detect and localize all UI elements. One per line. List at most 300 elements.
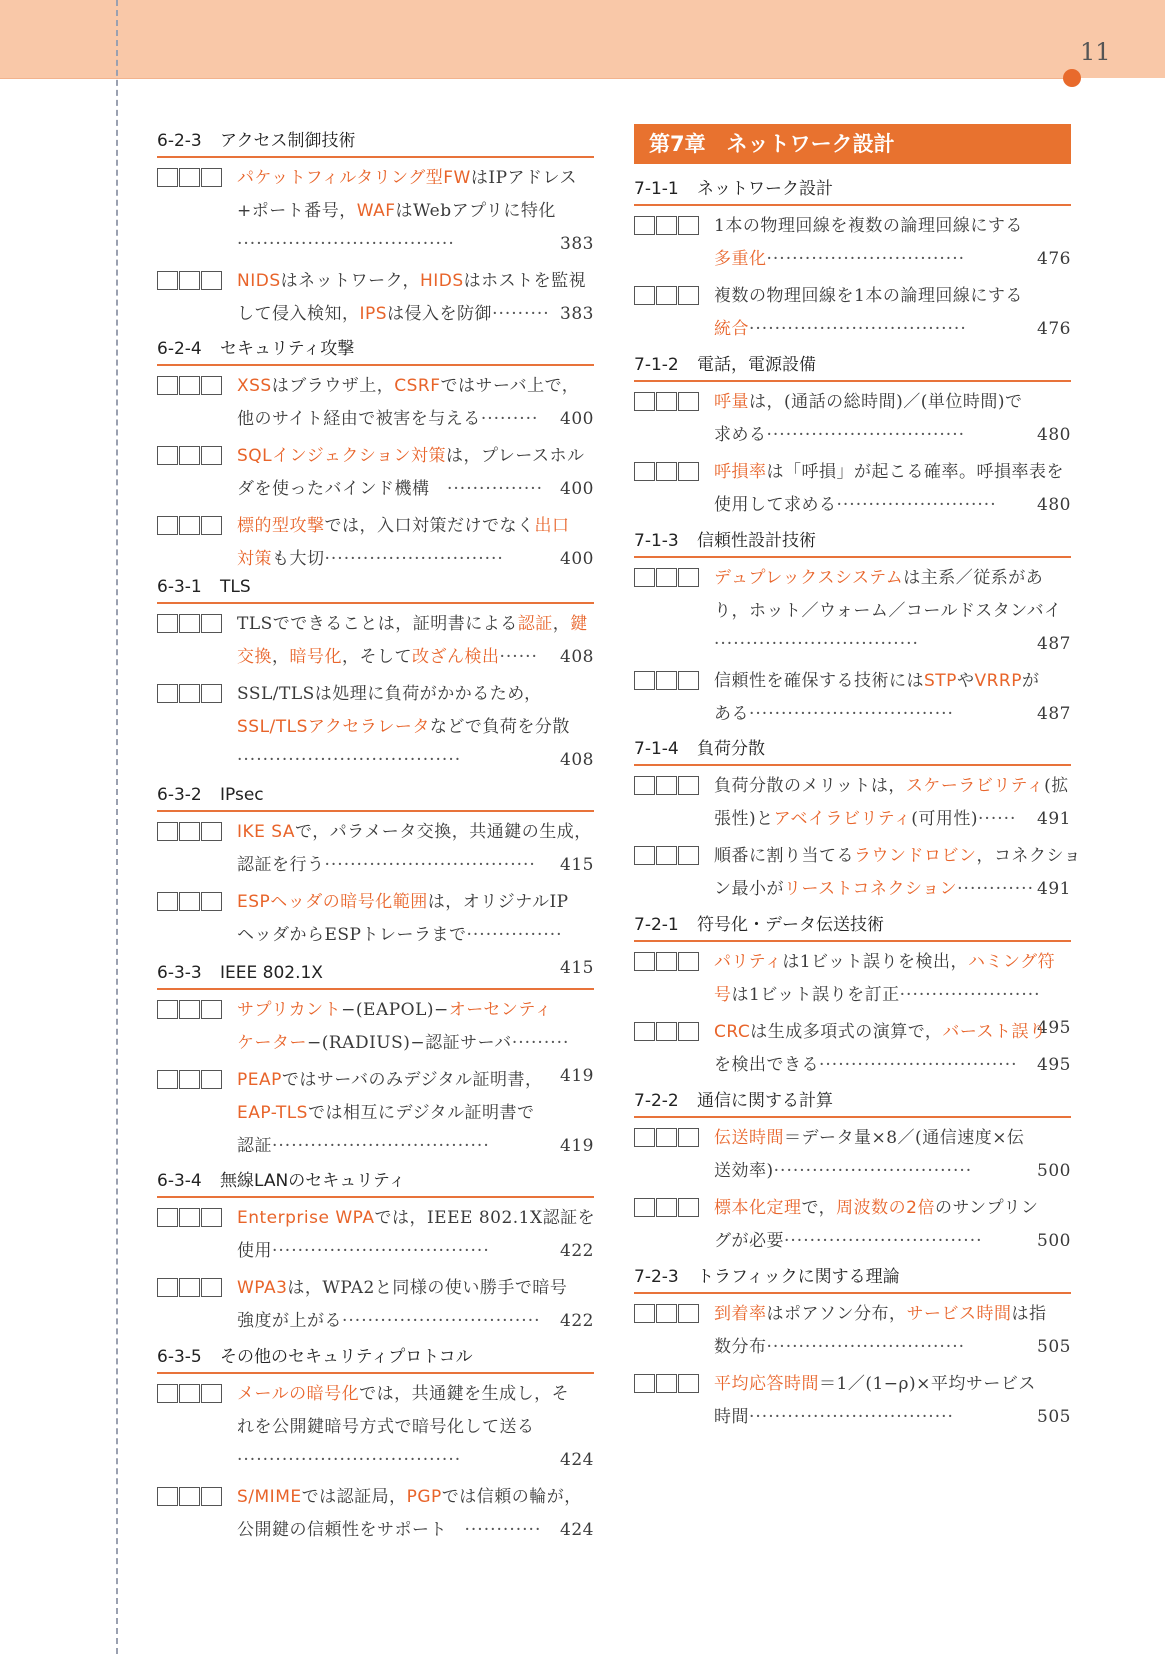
body-text: 張性)と (714, 809, 774, 829)
check-box-1[interactable] (634, 1198, 655, 1217)
section-heading (157, 1166, 594, 1198)
check-box-3[interactable] (678, 671, 699, 690)
body-text: 使用して求める (714, 495, 837, 515)
body-text: 認証を行う (237, 855, 325, 875)
check-box-2[interactable] (179, 684, 200, 703)
check-box-1[interactable] (634, 1304, 655, 1323)
section-7-2-3 (634, 1262, 1071, 1434)
page-reference: 495 (1037, 1055, 1071, 1075)
body-text: 数分布 (714, 1337, 767, 1357)
body-text: 公開鍵の信頼性をサポート (237, 1520, 465, 1540)
chapter-title: ネットワーク設計 (726, 132, 895, 156)
leader-dots: ···························· (324, 549, 504, 569)
body-text: ＝データ量×8／(通信速度×伝 (784, 1128, 1025, 1148)
check-box-1[interactable] (157, 271, 178, 290)
check-box-3[interactable] (678, 952, 699, 971)
check-box-1[interactable] (634, 952, 655, 971)
highlight-term: 認証 (517, 614, 553, 634)
checklist-item (157, 1481, 594, 1547)
text-line (237, 608, 594, 641)
highlight-term: ハミング符 (967, 952, 1056, 972)
highlight-term: ESPヘッダの暗号化範囲 (237, 892, 428, 912)
checkbox-group (157, 1487, 222, 1509)
body-text: ではサーバ上で， (440, 376, 580, 396)
leader-dots: ··································· (237, 750, 462, 770)
checkbox-group (634, 846, 699, 868)
section-6-2-4 (157, 334, 594, 576)
checklist-item (634, 1122, 1071, 1188)
section-6-2-3 (157, 126, 594, 331)
text-line (714, 1368, 1071, 1401)
body-text: では，入口対策だけでなく (324, 516, 535, 536)
check-box-2[interactable] (179, 446, 200, 465)
checkbox-group (634, 1304, 699, 1326)
section-title: TLS (220, 577, 251, 597)
text-line (237, 162, 594, 195)
highlight-term: SSL/TLSアクセラレータ (237, 717, 430, 737)
body-text: −(EAPOL)− (341, 1000, 449, 1020)
section-7-2-2 (634, 1086, 1071, 1258)
highlight-term: 呼損率 (714, 462, 767, 482)
header-band (0, 0, 1165, 78)
check-box-2[interactable] (179, 1000, 200, 1019)
highlight-term: Enterprise WPA (237, 1208, 375, 1228)
text-line (237, 195, 594, 228)
checklist-item (634, 1192, 1071, 1258)
section-6-3-3 (157, 958, 594, 1163)
page-reference: 505 (1037, 1407, 1071, 1427)
text-line (714, 1016, 1071, 1049)
section-title: 符号化・データ伝送技術 (697, 915, 884, 935)
text-line (714, 313, 1071, 346)
section-6-3-4 (157, 1166, 594, 1338)
page-reference: 495 (1037, 1018, 1071, 1038)
highlight-term: 多重化 (714, 249, 767, 269)
checkbox-group (634, 568, 699, 590)
body-text: は侵入を防御 (387, 304, 493, 324)
check-box-3[interactable] (201, 822, 222, 841)
text-line (237, 510, 594, 543)
body-text: 使用 (237, 1241, 272, 1261)
check-box-2[interactable] (179, 1278, 200, 1297)
text-line (237, 1514, 594, 1547)
body-text: も大切 (272, 549, 325, 569)
leader-dots: ······························· (766, 425, 966, 445)
body-text: は主系／従系があ (903, 568, 1044, 588)
text-line (714, 873, 1071, 906)
check-box-1[interactable] (634, 1128, 655, 1147)
text-line (237, 1444, 594, 1477)
check-box-2[interactable] (656, 671, 677, 690)
check-box-2[interactable] (656, 462, 677, 481)
leader-dots: ········· (480, 409, 539, 429)
text-line (237, 641, 594, 674)
leader-dots: ································· (324, 855, 536, 875)
checklist-item (157, 265, 594, 331)
check-box-3[interactable] (678, 1304, 699, 1323)
checklist-item (157, 1064, 594, 1163)
check-box-1[interactable] (634, 216, 655, 235)
check-box-3[interactable] (678, 776, 699, 795)
check-box-3[interactable] (201, 446, 222, 465)
check-box-3[interactable] (678, 1022, 699, 1041)
highlight-term: CSRF (394, 376, 441, 396)
leader-dots: ······························· (784, 1231, 983, 1251)
text-line (714, 456, 1071, 489)
highlight-term: パケットフィルタリング型FW (237, 168, 471, 188)
highlight-term: 平均応答時間 (714, 1374, 819, 1394)
checkbox-group (157, 376, 222, 398)
checkbox-group (157, 1208, 222, 1230)
highlight-term: XSS (237, 376, 272, 396)
body-text: はホストを監視 (463, 271, 587, 291)
body-text: は，オリジナルIP (427, 892, 569, 912)
check-box-3[interactable] (201, 614, 222, 633)
checkbox-group (157, 446, 222, 468)
check-box-2[interactable] (179, 168, 200, 187)
header-band-edge (0, 78, 1070, 79)
page-reference: 476 (1037, 249, 1071, 269)
section-number: 7-1-3 (634, 531, 679, 551)
section-heading (157, 958, 594, 990)
check-box-2[interactable] (656, 1304, 677, 1323)
check-box-1[interactable] (157, 614, 178, 633)
highlight-term: アベイラビリティ (773, 809, 912, 829)
check-box-2[interactable] (656, 1022, 677, 1041)
section-6-3-5 (157, 1342, 594, 1547)
body-text: などで負荷を分散 (429, 717, 570, 737)
check-box-2[interactable] (179, 1384, 200, 1403)
body-text: ， (552, 614, 571, 634)
highlight-term: STP (924, 671, 957, 691)
text-line (237, 1378, 594, 1411)
text-line (714, 770, 1071, 803)
check-box-1[interactable] (634, 776, 655, 795)
leader-dots: ······························· (819, 1055, 1018, 1075)
section-heading (634, 174, 1071, 206)
body-text: では，IEEE 802.1X認証を (374, 1208, 596, 1228)
check-box-3[interactable] (201, 684, 222, 703)
leader-dots: ········· (492, 304, 550, 324)
item-text (714, 1192, 1071, 1258)
check-box-2[interactable] (179, 1487, 200, 1506)
check-box-2[interactable] (656, 286, 677, 305)
text-line (714, 419, 1071, 452)
check-box-3[interactable] (678, 1128, 699, 1147)
check-box-3[interactable] (201, 271, 222, 290)
highlight-term: 標的型攻撃 (237, 516, 325, 536)
check-box-3[interactable] (201, 892, 222, 911)
check-box-1[interactable] (634, 462, 655, 481)
check-box-3[interactable] (678, 1374, 699, 1393)
check-box-2[interactable] (179, 271, 200, 290)
text-line (237, 1097, 594, 1130)
section-number: 7-1-4 (634, 739, 679, 759)
check-box-1[interactable] (634, 1022, 655, 1041)
check-box-2[interactable] (656, 776, 677, 795)
section-heading (634, 910, 1071, 942)
item-text (714, 1298, 1071, 1364)
highlight-term: 出口 (534, 516, 570, 536)
highlight-term: 標本化定理 (714, 1198, 802, 1218)
highlight-term: 周波数の2倍 (836, 1198, 935, 1218)
check-box-2[interactable] (656, 568, 677, 587)
body-text: り，ホット／ウォーム／コールドスタンバイ (714, 601, 1062, 621)
leader-dots: ··············· (447, 479, 544, 499)
check-box-1[interactable] (634, 1374, 655, 1393)
highlight-term: スケーラビリティ (905, 776, 1045, 796)
leader-dots: ······························· (342, 1311, 541, 1331)
highlight-term: 伝送時間 (714, 1128, 784, 1148)
checklist-item (157, 608, 594, 674)
leader-dots: ·································· (237, 234, 455, 254)
text-line (237, 228, 594, 261)
checkbox-group (157, 892, 222, 914)
check-box-2[interactable] (656, 952, 677, 971)
check-box-1[interactable] (634, 846, 655, 865)
section-number: 7-2-3 (634, 1267, 679, 1287)
check-box-2[interactable] (656, 392, 677, 411)
check-box-2[interactable] (656, 846, 677, 865)
check-box-3[interactable] (201, 168, 222, 187)
check-box-1[interactable] (157, 1070, 178, 1089)
leader-dots: ································ (749, 1407, 954, 1427)
body-text: 時間 (714, 1407, 749, 1427)
checkbox-group (634, 286, 699, 308)
section-7-2-1 (634, 910, 1071, 1082)
check-box-1[interactable] (634, 671, 655, 690)
checklist-item (634, 280, 1071, 346)
item-text (237, 370, 594, 436)
item-text (237, 1481, 594, 1547)
body-text: ダを使ったバインド機構 (237, 479, 447, 499)
body-text: 他のサイト経由で被害を与える (237, 409, 481, 429)
text-line (237, 298, 594, 331)
checkbox-group (157, 822, 222, 844)
page-reference: 419 (560, 1136, 594, 1156)
check-box-3[interactable] (201, 516, 222, 535)
section-number: 7-2-2 (634, 1091, 679, 1111)
text-line (714, 280, 1071, 313)
body-text: (拡 (1044, 776, 1069, 796)
check-box-1[interactable] (634, 392, 655, 411)
checklist-item (634, 770, 1071, 836)
check-box-3[interactable] (201, 1070, 222, 1089)
check-box-3[interactable] (678, 568, 699, 587)
body-text: や (956, 671, 975, 691)
item-text (237, 265, 594, 331)
highlight-term: バースト誤り (942, 1022, 1047, 1042)
body-text: 信頼性を確保する技術には (714, 671, 924, 691)
body-text: では認証局， (301, 1487, 407, 1507)
body-text: 複数の物理回線を1本の論理回線にする (714, 286, 1023, 306)
section-number: 6-3-5 (157, 1347, 202, 1367)
check-box-2[interactable] (656, 1198, 677, 1217)
body-text: れを公開鍵暗号方式で暗号化して送る (237, 1417, 535, 1437)
text-line (714, 840, 1082, 873)
section-7-1-4 (634, 734, 1082, 906)
text-line (237, 711, 594, 744)
check-box-3[interactable] (678, 462, 699, 481)
body-text: 1本の物理回線を複数の論理回線にする (714, 216, 1023, 236)
highlight-term: 統合 (714, 319, 749, 339)
page-reference: 415 (560, 855, 594, 875)
item-text (714, 840, 1082, 906)
text-line (714, 1155, 1071, 1188)
highlight-term: CRC (714, 1022, 751, 1042)
check-box-1[interactable] (157, 1208, 178, 1227)
section-number: 7-1-1 (634, 179, 679, 199)
item-text (237, 1064, 594, 1163)
body-text: TLSでできることは，証明書による (237, 614, 518, 634)
body-text: +ポート番号， (237, 201, 357, 221)
check-box-1[interactable] (157, 892, 178, 911)
check-box-2[interactable] (179, 516, 200, 535)
text-line (237, 370, 594, 403)
text-line (714, 595, 1071, 628)
check-box-2[interactable] (179, 1208, 200, 1227)
body-text: はIPアドレス (470, 168, 578, 188)
check-box-2[interactable] (179, 822, 200, 841)
section-6-3-1 (157, 572, 594, 777)
check-box-3[interactable] (201, 1208, 222, 1227)
check-box-2[interactable] (179, 614, 200, 633)
check-box-3[interactable] (678, 392, 699, 411)
check-box-3[interactable] (201, 1000, 222, 1019)
check-box-2[interactable] (656, 216, 677, 235)
section-heading (634, 526, 1071, 558)
highlight-term: VRRP (974, 671, 1022, 691)
check-box-3[interactable] (201, 1278, 222, 1297)
check-box-3[interactable] (678, 846, 699, 865)
section-6-3-2 (157, 780, 594, 985)
page-reference: 500 (1037, 1231, 1071, 1251)
check-box-2[interactable] (179, 376, 200, 395)
text-line (714, 489, 1071, 522)
section-heading (634, 1262, 1071, 1294)
checklist-item (634, 1368, 1071, 1434)
text-line (237, 994, 594, 1027)
body-text: はブラウザ上， (271, 376, 395, 396)
text-line (237, 1305, 594, 1338)
check-box-3[interactable] (678, 286, 699, 305)
section-number: 6-2-3 (157, 131, 202, 151)
check-box-1[interactable] (157, 376, 178, 395)
item-text (714, 562, 1071, 661)
text-line (237, 265, 594, 298)
check-box-3[interactable] (678, 216, 699, 235)
item-text (714, 770, 1071, 836)
check-box-3[interactable] (678, 1198, 699, 1217)
check-box-3[interactable] (201, 376, 222, 395)
page-reference: 422 (560, 1241, 594, 1261)
page-reference: 408 (560, 647, 594, 667)
check-box-1[interactable] (157, 1487, 178, 1506)
check-box-3[interactable] (201, 1487, 222, 1506)
body-text: は指 (1011, 1304, 1047, 1324)
page-reference: 487 (1037, 634, 1071, 654)
highlight-term: S/MIME (237, 1487, 302, 1507)
section-number: 6-2-4 (157, 339, 202, 359)
section-title: 無線LANのセキュリティ (220, 1171, 406, 1191)
leader-dots: ································ (749, 704, 954, 724)
checklist-item (634, 1016, 1071, 1082)
body-text: 送効率) (714, 1161, 774, 1181)
check-box-2[interactable] (656, 1128, 677, 1147)
check-box-1[interactable] (157, 1278, 178, 1297)
checklist-item (157, 1202, 594, 1268)
body-text: 求める (714, 425, 767, 445)
check-box-1[interactable] (157, 168, 178, 187)
section-number: 6-3-2 (157, 785, 202, 805)
item-text (237, 816, 594, 882)
check-box-2[interactable] (179, 1070, 200, 1089)
item-text (237, 510, 594, 576)
checkbox-group (634, 1128, 699, 1150)
check-box-2[interactable] (656, 1374, 677, 1393)
text-line (714, 628, 1071, 661)
body-text: して侵入検知， (237, 304, 360, 324)
text-line (714, 210, 1071, 243)
check-box-1[interactable] (157, 516, 178, 535)
section-7-1-2 (634, 350, 1071, 522)
body-text: ン最小が (714, 879, 784, 899)
checklist-item (157, 678, 594, 777)
item-text (714, 210, 1071, 276)
body-text: はポアソン分布， (766, 1304, 907, 1324)
page-reference: 400 (560, 409, 594, 429)
check-box-1[interactable] (157, 1384, 178, 1403)
highlight-term: WPA3 (237, 1278, 288, 1298)
body-text: は「呼損」が起こる確率。呼損率表を (766, 462, 1064, 482)
page-reference: 419 (560, 1066, 594, 1086)
page-reference: 480 (1037, 425, 1071, 445)
text-line (237, 886, 594, 919)
item-text (237, 1202, 594, 1268)
page-reference: 480 (1037, 495, 1071, 515)
body-text: 認証 (237, 1136, 272, 1156)
body-text: では相互にデジタル証明書で (307, 1103, 535, 1123)
body-text: ， (272, 647, 290, 667)
section-heading (634, 350, 1071, 382)
section-title: IPsec (220, 785, 264, 805)
body-text: は生成多項式の演算で， (750, 1022, 943, 1042)
section-7-1-3 (634, 526, 1071, 731)
body-text: はネットワーク， (280, 271, 420, 291)
leader-dots: ··································· (237, 1450, 462, 1470)
leader-dots: ······························· (766, 1337, 966, 1357)
check-box-1[interactable] (634, 286, 655, 305)
highlight-term: SQLインジェクション対策 (237, 446, 447, 466)
check-box-3[interactable] (201, 1384, 222, 1403)
section-title: トラフィックに関する理論 (697, 1267, 900, 1287)
leader-dots: ······························· (766, 249, 966, 269)
page-reference: 500 (1037, 1161, 1071, 1181)
check-box-1[interactable] (157, 684, 178, 703)
check-box-1[interactable] (157, 446, 178, 465)
check-box-1[interactable] (634, 568, 655, 587)
checkbox-group (157, 684, 222, 706)
highlight-term: サプリカント (237, 1000, 342, 1020)
leader-dots: ······················ (899, 985, 1041, 1005)
check-box-1[interactable] (157, 822, 178, 841)
text-line (237, 1235, 594, 1268)
check-box-1[interactable] (157, 1000, 178, 1019)
highlight-term: サービス時間 (906, 1304, 1012, 1324)
checkbox-group (634, 1022, 699, 1044)
check-box-2[interactable] (179, 892, 200, 911)
body-text: で， (801, 1198, 837, 1218)
